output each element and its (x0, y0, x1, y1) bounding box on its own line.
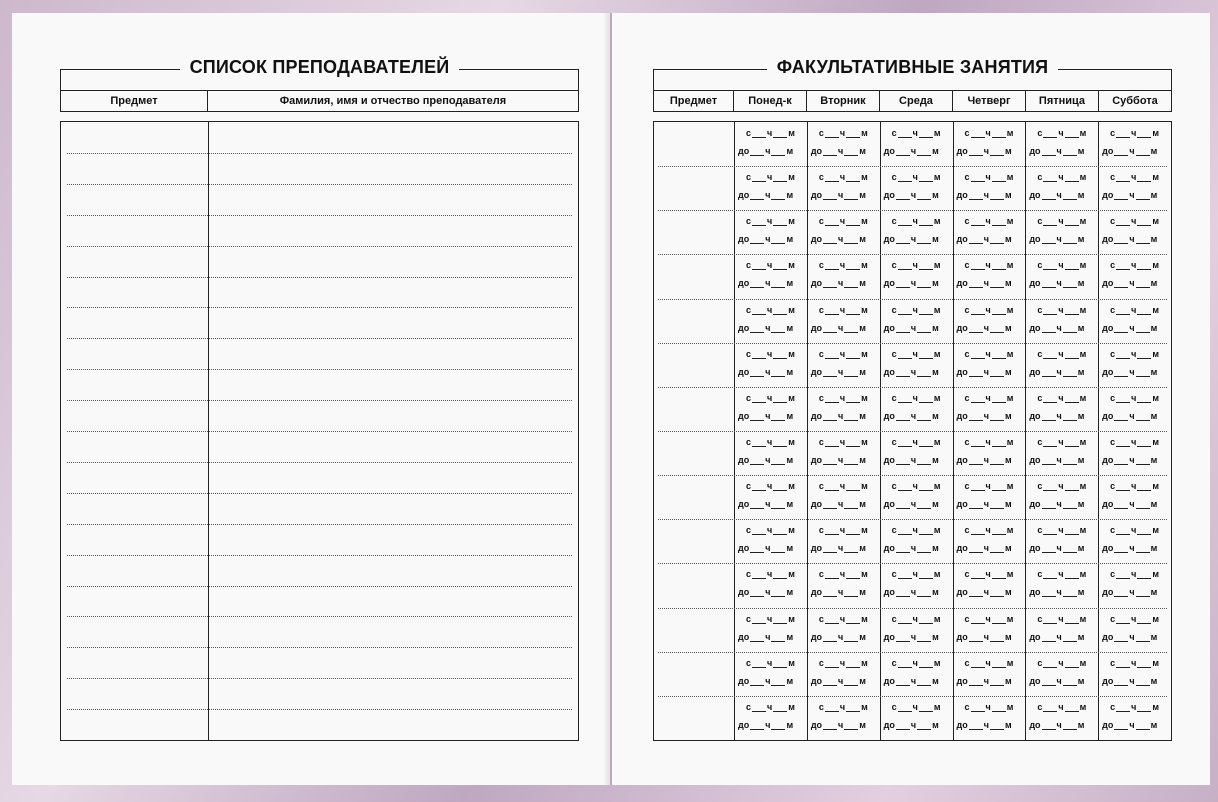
electives-row-line (658, 387, 1167, 388)
teachers-row-line (67, 338, 572, 339)
time-slot-cell[interactable]: с ч м до ч м (738, 304, 795, 333)
time-slot-cell[interactable]: с ч м до ч м (883, 348, 941, 377)
time-slot-cell[interactable]: с ч м до ч м (883, 172, 941, 201)
electives-row-line (658, 431, 1167, 432)
time-slot-cell[interactable]: с ч м до ч м (1029, 569, 1087, 598)
electives-row-line (658, 254, 1167, 255)
time-slot-cell[interactable]: с ч м до ч м (1102, 304, 1160, 333)
teachers-row-line (67, 586, 572, 587)
time-slot-cell[interactable]: с ч м до ч м (1102, 216, 1160, 245)
electives-row-line (658, 652, 1167, 653)
time-slot-cell[interactable]: с ч м до ч м (810, 657, 868, 686)
time-slot-cell[interactable]: с ч м до ч м (883, 392, 941, 421)
right-page (612, 13, 1210, 785)
time-slot-cell[interactable]: с ч м до ч м (1102, 260, 1160, 289)
time-slot-cell[interactable]: с ч м до ч м (738, 260, 795, 289)
time-slot-cell[interactable]: с ч м до ч м (883, 437, 941, 465)
time-slot-cell[interactable]: с ч м до ч м (1102, 392, 1160, 421)
electives-row-line (658, 343, 1167, 344)
teachers-row-line (67, 153, 572, 154)
time-slot-cell[interactable]: с ч м до ч м (1102, 481, 1160, 510)
teachers-col-subject: Предмет (61, 91, 208, 111)
time-slot-cell[interactable]: с ч м до ч м (956, 172, 1014, 201)
time-slot-cell[interactable]: с ч м до ч м (738, 128, 795, 156)
time-slot-cell[interactable]: с ч м до ч м (1029, 437, 1087, 465)
time-slot-cell[interactable]: с ч м до ч м (1102, 569, 1160, 598)
time-slot-cell[interactable]: с ч м до ч м (1029, 481, 1087, 510)
time-slot-cell[interactable]: с ч м до ч м (738, 613, 795, 642)
time-slot-cell[interactable]: с ч м до ч м (738, 481, 795, 510)
time-slot-cell[interactable]: с ч м до ч м (1029, 657, 1087, 686)
time-slot-cell[interactable]: с ч м до ч м (883, 613, 941, 642)
electives-title-box (653, 57, 1172, 92)
day-monday: Понед-к (734, 91, 807, 111)
teachers-row-line (67, 277, 572, 278)
time-slot-cell[interactable]: с ч м до ч м (956, 392, 1014, 421)
electives-table[interactable] (653, 121, 1172, 741)
teachers-col-name: Фамилия, имя и отчество преподавателя (279, 95, 507, 107)
electives-row-line (658, 519, 1167, 520)
day-thursday: Четверг (953, 91, 1026, 111)
time-slot-cell[interactable]: с ч м до ч м (956, 260, 1014, 289)
teachers-header (60, 90, 579, 112)
teachers-row-line (67, 709, 572, 710)
time-slot-cell[interactable]: с ч м до ч м (810, 172, 868, 201)
time-slot-cell[interactable]: с ч м до ч м (810, 216, 868, 245)
time-slot-cell[interactable]: с ч м до ч м (1102, 128, 1160, 156)
teachers-title-box (60, 57, 579, 92)
time-slot-cell[interactable]: с ч м до ч м (810, 569, 868, 598)
time-slot-cell[interactable]: с ч м до ч м (810, 613, 868, 642)
time-slot-cell[interactable]: с ч м до ч м (956, 437, 1014, 465)
electives-row-line (658, 563, 1167, 564)
electives-title: ФАКУЛЬТАТИВНЫЕ ЗАНЯТИЯ (767, 57, 1059, 77)
time-slot-cell[interactable]: с ч м до ч м (738, 348, 795, 377)
teachers-row-line (67, 431, 572, 432)
time-slot-cell[interactable]: с ч м до ч м (1029, 613, 1087, 642)
teachers-row-line (67, 184, 572, 185)
day-wednesday: Среда (880, 91, 953, 111)
teachers-row-line (67, 462, 572, 463)
day-tuesday: Вторник (807, 91, 880, 111)
time-slot-cell[interactable]: с ч м до ч м (956, 481, 1014, 510)
electives-row-line (658, 475, 1167, 476)
time-slot-cell[interactable]: с ч м до ч м (738, 216, 795, 245)
time-slot-cell[interactable]: с ч м до ч м (810, 128, 868, 156)
time-slot-cell[interactable]: с ч м до ч м (1029, 128, 1087, 156)
time-slot-cell[interactable]: с ч м до ч м (883, 481, 941, 510)
teachers-row-line (67, 647, 572, 648)
time-slot-cell[interactable]: с ч м до ч м (956, 613, 1014, 642)
time-slot-cell[interactable]: с ч м до ч м (883, 304, 941, 333)
time-slot-cell[interactable]: с ч м до ч м (1102, 613, 1160, 642)
electives-row-line (658, 608, 1167, 609)
electives-row-line (658, 299, 1167, 300)
time-slot-cell[interactable]: с ч м до ч м (1102, 525, 1160, 554)
electives-header (653, 90, 1172, 112)
time-slot-cell[interactable]: с ч м до ч м (883, 569, 941, 598)
teachers-title: СПИСОК ПРЕПОДАВАТЕЛЕЙ (180, 57, 460, 77)
time-slot-cell[interactable]: с ч м до ч м (1102, 437, 1160, 465)
time-slot-cell[interactable]: с ч м до ч м (1102, 657, 1160, 686)
teachers-row-line (67, 215, 572, 216)
teachers-row-line (67, 524, 572, 525)
time-slot-cell[interactable]: с ч м до ч м (956, 525, 1014, 554)
time-slot-cell[interactable]: с ч м до ч м (810, 392, 868, 421)
time-slot-cell[interactable]: с ч м до ч м (956, 216, 1014, 245)
day-friday: Пятница (1026, 91, 1099, 111)
time-slot-cell[interactable]: с ч м до ч м (1029, 392, 1087, 421)
teachers-row-line (67, 246, 572, 247)
time-slot-cell[interactable]: с ч м до ч м (810, 260, 868, 289)
time-slot-cell[interactable]: с ч м до ч м (883, 128, 941, 156)
time-slot-cell[interactable]: с ч м до ч м (810, 481, 868, 510)
time-slot-cell[interactable]: с ч м до ч м (1029, 172, 1087, 201)
time-slot-cell[interactable]: с ч м до ч м (883, 260, 941, 289)
teachers-row-line (67, 369, 572, 370)
time-slot-cell[interactable]: с ч м до ч м (956, 701, 1014, 730)
time-slot-cell[interactable]: с ч м до ч м (738, 172, 795, 201)
left-page (12, 13, 610, 785)
time-slot-cell[interactable]: с ч м до ч м (810, 304, 868, 333)
time-slot-cell[interactable]: с ч м до ч м (738, 569, 795, 598)
teachers-row-line (67, 616, 572, 617)
time-slot-cell[interactable]: с ч м до ч м (956, 348, 1014, 377)
time-slot-cell[interactable]: с ч м до ч м (1029, 701, 1087, 730)
time-slot-cell[interactable]: с ч м до ч м (883, 657, 941, 686)
time-slot-cell[interactable]: с ч м до ч м (1029, 348, 1087, 377)
time-slot-cell[interactable]: с ч м до ч м (738, 392, 795, 421)
time-slot-cell[interactable]: с ч м до ч м (1029, 525, 1087, 554)
teachers-row-line (67, 307, 572, 308)
time-slot-cell[interactable]: с ч м до ч м (956, 569, 1014, 598)
teachers-row-line (67, 493, 572, 494)
time-slot-cell[interactable]: с ч м до ч м (810, 348, 868, 377)
time-slot-cell[interactable]: с ч м до ч м (883, 525, 941, 554)
time-slot-cell[interactable]: с ч м до ч м (810, 437, 868, 465)
time-slot-cell[interactable]: с ч м до ч м (738, 437, 795, 465)
teachers-table[interactable] (60, 121, 579, 741)
time-slot-cell[interactable]: с ч м до ч м (738, 701, 795, 730)
electives-row-line (658, 210, 1167, 211)
time-slot-cell[interactable]: с ч м до ч м (883, 701, 941, 730)
time-slot-cell[interactable]: с ч м до ч м (1102, 348, 1160, 377)
time-slot-cell[interactable]: с ч м до ч м (1029, 260, 1087, 289)
electives-col-subject: Предмет (654, 91, 734, 111)
teachers-row-line (67, 678, 572, 679)
teachers-row-line (67, 555, 572, 556)
time-slot-cell[interactable]: с ч м до ч м (1029, 304, 1087, 333)
time-slot-cell[interactable]: с ч м до ч м (1029, 216, 1087, 245)
electives-row-line (658, 166, 1167, 167)
teachers-row-line (67, 400, 572, 401)
time-slot-cell[interactable]: с ч м до ч м (810, 525, 868, 554)
time-slot-cell[interactable]: с ч м до ч м (1102, 701, 1160, 730)
time-slot-cell[interactable]: с ч м до ч м (956, 657, 1014, 686)
time-slot-cell[interactable]: с ч м до ч м (956, 128, 1014, 156)
electives-row-line (658, 696, 1167, 697)
time-slot-cell[interactable]: с ч м до ч м (738, 525, 795, 554)
day-saturday: Суббота (1112, 95, 1158, 107)
time-slot-cell[interactable]: с ч м до ч м (810, 701, 868, 730)
time-slot-cell[interactable]: с ч м до ч м (883, 216, 941, 245)
time-slot-cell[interactable]: с ч м до ч м (956, 304, 1014, 333)
time-slot-cell[interactable]: с ч м до ч м (1102, 172, 1160, 201)
time-slot-cell[interactable]: с ч м до ч м (738, 657, 795, 686)
